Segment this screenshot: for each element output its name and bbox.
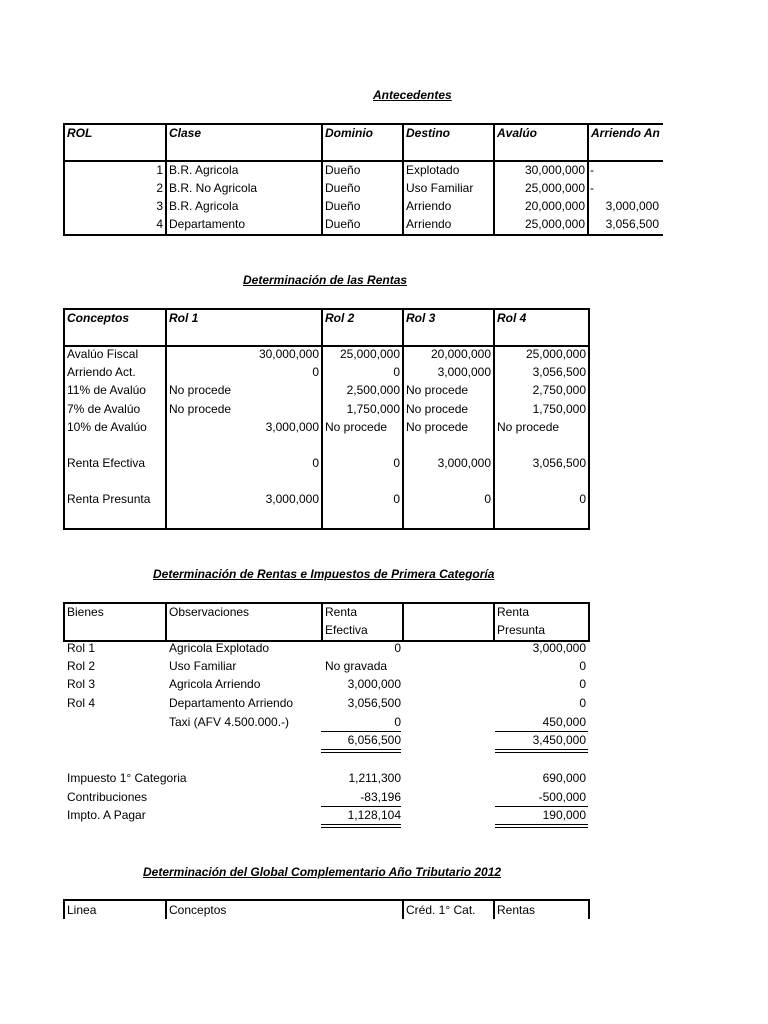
summary-label: Impto. A Pagar xyxy=(67,808,146,822)
dominio-cell: Dueño xyxy=(325,217,361,231)
header-arriendo: Arriendo An xyxy=(591,126,660,140)
header-renta-efectiva-2: Efectiva xyxy=(325,623,368,637)
rol-number: 1 xyxy=(156,163,163,177)
destino-cell: Explotado xyxy=(406,163,460,177)
renta-presunta-value: 3,000,000 xyxy=(532,641,586,655)
summary-renta-efectiva: 1,211,300 xyxy=(348,771,401,785)
renta-efectiva-value: 3,000,000 xyxy=(347,677,401,691)
observacion-cell: Uso Familiar xyxy=(169,659,237,673)
concepto-label: 11% de Avalúo xyxy=(67,383,146,397)
dominio-cell: Dueño xyxy=(325,163,361,177)
rol-4-value: 0 xyxy=(579,492,586,506)
rol-4-value: 2,750,000 xyxy=(532,383,586,397)
rol-3-value: 0 xyxy=(484,492,491,506)
dominio-cell: Dueño xyxy=(325,181,361,195)
bien-label: Rol 2 xyxy=(67,659,96,673)
concepto-label: Avalúo Fiscal xyxy=(67,347,139,361)
rol-3-value: 3,000,000 xyxy=(437,365,491,379)
renta-presunta-value: 0 xyxy=(579,696,586,710)
header-rol-4: Rol 4 xyxy=(497,311,527,325)
header-rol-2: Rol 2 xyxy=(325,311,355,325)
clase-cell: Departamento xyxy=(169,217,246,231)
avaluo-cell: 25,000,000 xyxy=(524,181,585,195)
header-conceptos: Conceptos xyxy=(67,311,130,325)
avaluo-cell: 20,000,000 xyxy=(524,199,585,213)
header-renta-efectiva-1: Renta xyxy=(325,605,358,619)
renta-efectiva-value: No gravada xyxy=(325,659,388,673)
concepto-label: 7% de Avalúo xyxy=(67,402,141,416)
renta-presunta-value: 0 xyxy=(579,677,586,691)
summary-renta-presunta: 190,000 xyxy=(542,808,586,822)
rol-2-value: 0 xyxy=(393,456,400,470)
rol-2-value: 0 xyxy=(393,365,400,379)
bien-label: Rol 3 xyxy=(67,677,96,691)
destino-cell: Arriendo xyxy=(406,199,452,213)
rol-1-value: No procede xyxy=(169,402,232,416)
summary-renta-efectiva: 1,128,104 xyxy=(347,808,401,822)
rol-3-value: No procede xyxy=(406,383,469,397)
header-conceptos: Conceptos xyxy=(169,903,227,917)
global-title: Determinación del Global Complementario Año Tributario 2012 xyxy=(143,865,502,879)
avaluo-cell: 30,000,000 xyxy=(524,163,585,177)
renta-efectiva-value: 0 xyxy=(394,715,401,729)
summary-renta-presunta: -500,000 xyxy=(538,790,586,804)
rol-2-value: No procede xyxy=(325,420,388,434)
renta-presunta-value: 0 xyxy=(579,659,586,673)
impuestos-title: Determinación de Rentas e Impuestos de Primera Categoría xyxy=(153,567,495,581)
rol-number: 4 xyxy=(156,217,163,231)
rol-number: 2 xyxy=(156,181,163,195)
bien-label: Rol 1 xyxy=(67,641,96,655)
rol-3-value: 20,000,000 xyxy=(430,347,491,361)
rol-number: 3 xyxy=(156,199,163,213)
summary-label: Contribuciones xyxy=(67,790,148,804)
avaluo-cell: 25,000,000 xyxy=(524,217,585,231)
subtotal-renta-presunta: 3,450,000 xyxy=(532,733,586,747)
rol-3-value: 3,000,000 xyxy=(437,456,491,470)
bien-label: Rol 4 xyxy=(67,696,96,710)
clase-cell: B.R. Agricola xyxy=(169,163,239,177)
antecedentes-title: Antecedentes xyxy=(373,88,452,102)
header-bienes: Bienes xyxy=(67,605,104,619)
arriendo-cell: 3,000,000 xyxy=(605,199,659,213)
rentas-title: Determinación de las Rentas xyxy=(243,273,408,287)
summary-renta-presunta: 690,000 xyxy=(542,771,586,785)
renta-efectiva-value: 0 xyxy=(394,641,401,655)
rol-1-value: 3,000,000 xyxy=(265,420,319,434)
header-observaciones: Observaciones xyxy=(169,605,250,619)
header-destino: Destino xyxy=(406,126,451,140)
rol-4-value: 1,750,000 xyxy=(532,402,586,416)
header-rol: ROL xyxy=(67,126,93,140)
observacion-cell: Agricola Arriendo xyxy=(169,677,261,691)
renta-presunta-value: 450,000 xyxy=(542,715,586,729)
rol-2-value: 2,500,000 xyxy=(346,383,400,397)
observacion-cell: Departamento Arriendo xyxy=(169,696,294,710)
header-avaluo: Avalúo xyxy=(497,126,538,140)
dominio-cell: Dueño xyxy=(325,199,361,213)
summary-renta-efectiva: -83,196 xyxy=(360,790,401,804)
rol-2-value: 0 xyxy=(393,492,400,506)
header-rentas: Rentas xyxy=(497,903,536,917)
concepto-label: Arriendo Act. xyxy=(67,365,136,379)
rol-1-value: 0 xyxy=(312,365,319,379)
observacion-cell: Taxi (AFV 4.500.000.-) xyxy=(169,715,290,729)
destino-cell: Uso Familiar xyxy=(406,181,474,195)
clase-cell: B.R. Agricola xyxy=(169,199,239,213)
arriendo-dash: - xyxy=(590,181,594,195)
concepto-label: 10% de Avalúo xyxy=(67,420,147,434)
clase-cell: B.R. No Agricola xyxy=(169,181,258,195)
rol-3-value: No procede xyxy=(406,402,469,416)
rol-2-value: 1,750,000 xyxy=(346,402,400,416)
header-credito: Créd. 1° Cat. xyxy=(406,903,476,917)
summary-label: Impuesto 1° Categoria xyxy=(67,771,187,785)
header-linea: Linea xyxy=(67,903,97,917)
header-renta-presunta-1: Renta xyxy=(497,605,530,619)
renta-efectiva-value: 3,056,500 xyxy=(347,696,401,710)
header-rol-3: Rol 3 xyxy=(406,311,436,325)
header-rol-1: Rol 1 xyxy=(169,311,199,325)
rol-1-value: 3,000,000 xyxy=(265,492,319,506)
arriendo-dash: - xyxy=(590,163,594,177)
header-dominio: Dominio xyxy=(325,126,373,140)
rol-3-value: No procede xyxy=(406,420,469,434)
concepto-label: Renta Efectiva xyxy=(67,456,146,470)
rol-4-value: 25,000,000 xyxy=(525,347,586,361)
destino-cell: Arriendo xyxy=(406,217,452,231)
concepto-label: Renta Presunta xyxy=(67,492,151,506)
header-clase: Clase xyxy=(169,126,202,140)
observacion-cell: Agricola Explotado xyxy=(169,641,270,655)
header-renta-presunta-2: Presunta xyxy=(497,623,546,637)
rol-4-value: No procede xyxy=(497,420,560,434)
rol-2-value: 25,000,000 xyxy=(339,347,400,361)
subtotal-renta-efectiva: 6,056,500 xyxy=(347,733,401,747)
arriendo-cell: 3,056,500 xyxy=(605,217,659,231)
rol-1-value: 30,000,000 xyxy=(258,347,319,361)
rol-1-value: 0 xyxy=(312,456,319,470)
rol-4-value: 3,056,500 xyxy=(532,365,586,379)
rol-1-value: No procede xyxy=(169,383,232,397)
rol-4-value: 3,056,500 xyxy=(532,456,586,470)
